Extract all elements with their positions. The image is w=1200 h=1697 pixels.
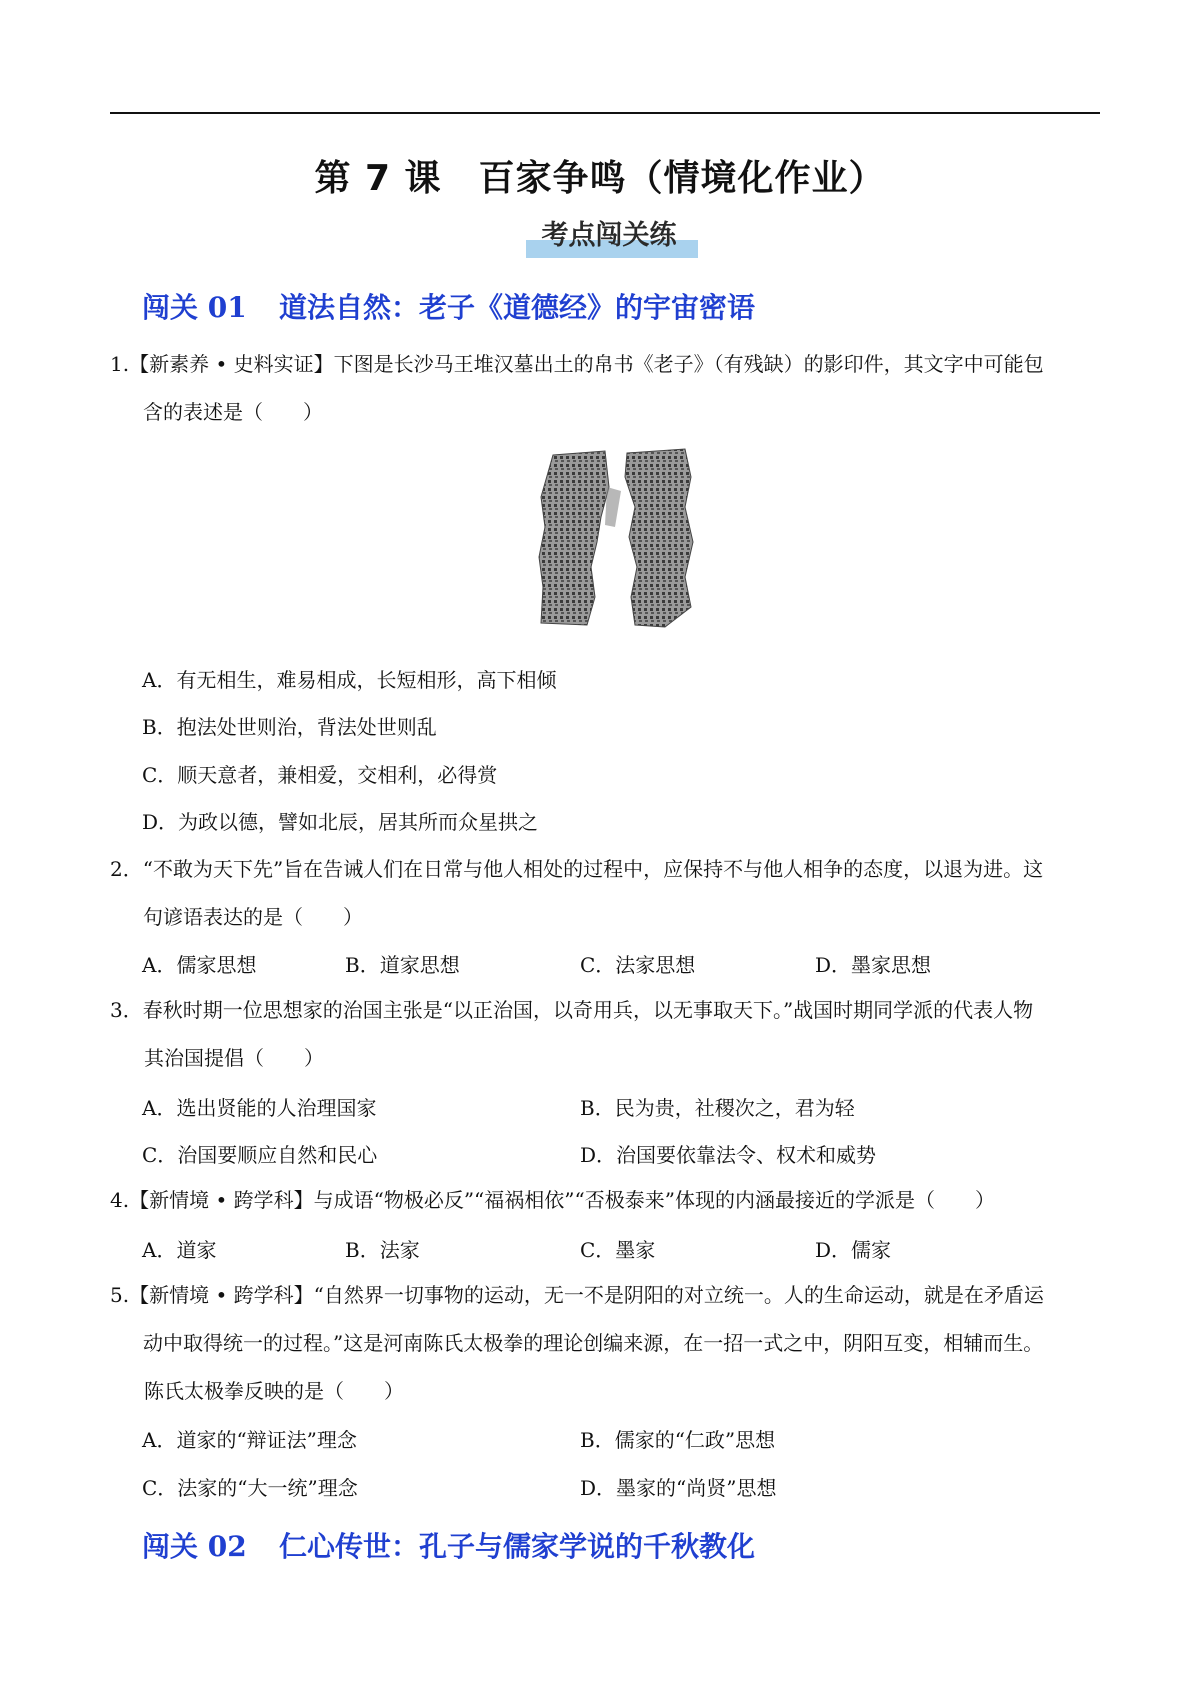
section-title: 仁心传世：孔子与儒家学说的千秋教化 [279,1530,756,1563]
page-title: 第 7 课 百家争鸣（情境化作业） [314,158,886,199]
question-4 [110,1176,1100,1224]
option-1d: D．为政以德，譬如北辰，居其所而众星拱之 [142,810,539,834]
question-5 [110,1271,1100,1415]
option-3c: C．治国要顺应自然和民心 [142,1143,378,1167]
question-2 [110,845,1100,941]
section-heading-01 [142,286,755,326]
option-1a: A．有无相生，难易相成，长短相形，高下相倾 [142,668,557,692]
question-1 [110,340,1100,436]
option-5c: C．法家的“大一统”理念 [142,1476,358,1500]
option-2d: D．墨家思想 [815,953,932,977]
option-4d: D．儒家 [815,1238,892,1262]
option-3d: D．治国要依靠法令、权术和威势 [580,1143,877,1167]
option-3b: B．民为贵，社稷次之，君为轻 [580,1096,855,1120]
question-text: 含的表述是（ ） [143,400,323,424]
question-text: 1.【新素养 • 史料实证】下图是长沙马王堆汉墓出土的帛书《老子》（有残缺）的影印件，其文字中可能包 [110,352,1044,376]
question-text: 陈氏太极拳反映的是（ ） [144,1379,404,1403]
option-5b: B．儒家的“仁政”思想 [580,1428,776,1452]
option-3a: A．选出贤能的人治理国家 [142,1096,377,1120]
manuscript-illustration [535,447,703,630]
option-2c: C．法家思想 [580,953,696,977]
option-1b: B．抱法处世则治，背法处世则乱 [142,715,437,739]
badge-label: 考点闯关练 [541,220,677,251]
section-number: 闯关 02 [142,1530,247,1563]
question-text: 4.【新情境 • 跨学科】与成语“物极必反”“福祸相依”“否极泰来”体现的内涵最接近的学派是（ ） [110,1188,995,1212]
section-title: 道法自然：老子《道德经》的宇宙密语 [279,291,756,324]
header-rule [110,112,1100,114]
question-text: 3．春秋时期一位思想家的治国主张是“以正治国，以奇用兵，以无事取天下。”战国时期同学派的代表人物 [110,998,1034,1022]
option-2a: A．儒家思想 [142,953,257,977]
option-5d: D．墨家的“尚贤”思想 [580,1476,777,1500]
question-text: 动中取得统一的过程。”这是河南陈氏太极拳的理论创编来源，在一招一式之中，阴阳互变，相辅而生。 [143,1331,1044,1355]
option-1c: C．顺天意者，兼相爱，交相利，必得赏 [142,763,498,787]
question-text: 2．“不敢为天下先”旨在告诫人们在日常与他人相处的过程中，应保持不与他人相争的态度，以退为进。这 [110,857,1044,881]
option-4a: A．道家 [142,1238,217,1262]
question-3 [110,986,1100,1082]
section-number: 闯关 01 [142,291,247,324]
question-text: 5.【新情境 • 跨学科】“自然界一切事物的运动，无一不是阴阳的对立统一。人的生命运动，就是在矛盾运 [110,1283,1044,1307]
option-5a: A．道家的“辩证法”理念 [142,1428,357,1452]
option-4c: C．墨家 [580,1238,656,1262]
question-text: 其治国提倡（ ） [144,1046,324,1070]
section-badge [520,216,698,260]
section-heading-02 [142,1525,755,1565]
question-text: 句谚语表达的是（ ） [143,905,363,929]
option-2b: B．道家思想 [345,953,460,977]
option-4b: B．法家 [345,1238,420,1262]
silk-manuscript-image [535,447,703,630]
